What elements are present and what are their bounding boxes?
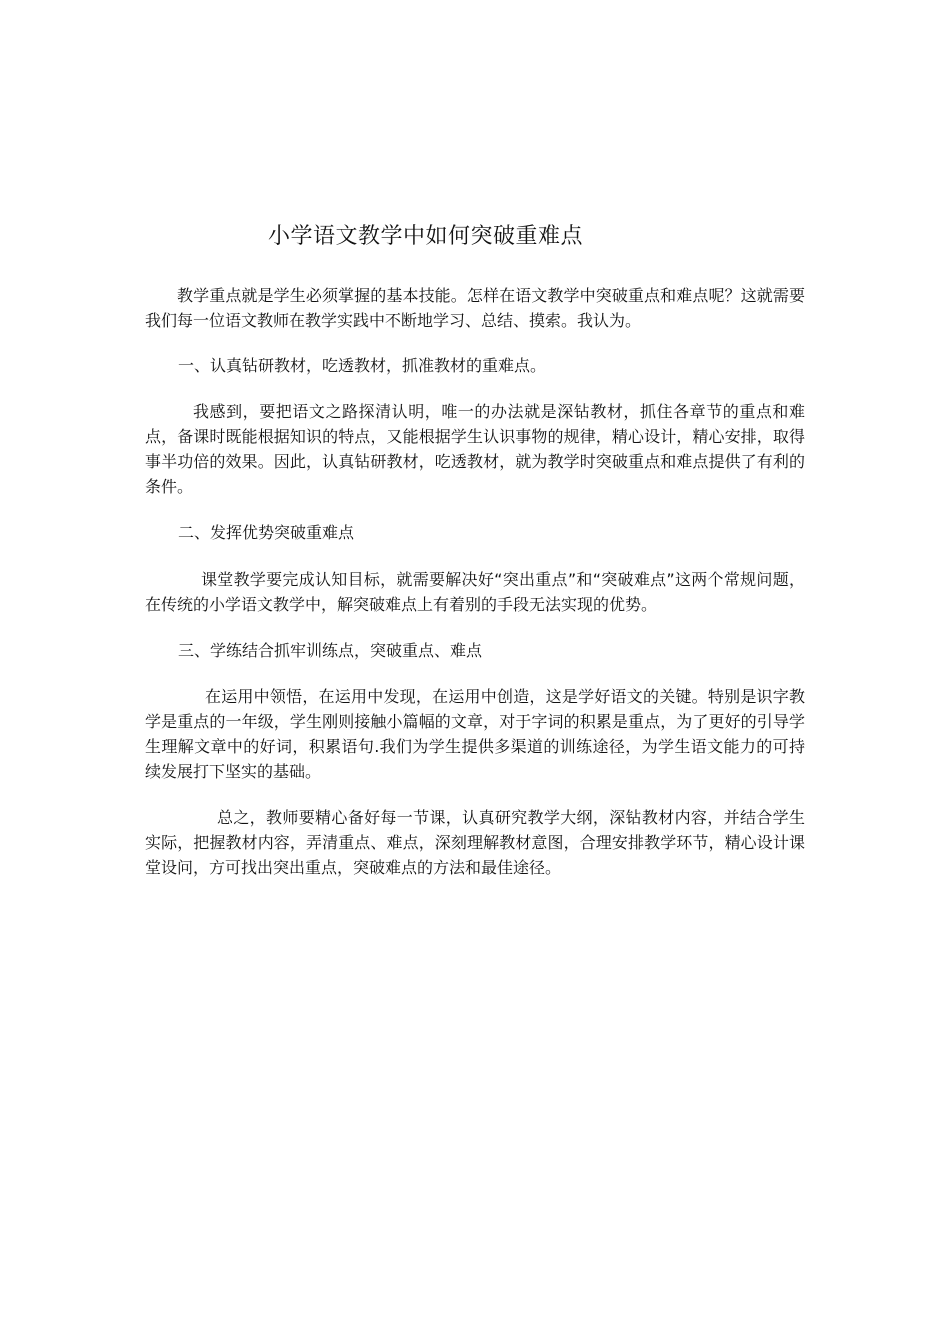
section-1-paragraph: 我感到，要把语文之路探清认明，唯一的办法就是深钻教材，抓住各章节的重点和难点，备课时既能根据知识的特点，又能根据学生认识事物的规律，精心设计，精心安排，取得事半功倍的效果。因此，认真钻研教材，吃透教材，就为教学时突破重点和难点提供了有利的条件。 — [145, 402, 805, 496]
document-title: 小学语文教学中如何突破重难点 — [268, 224, 584, 249]
section-3-paragraph: 在运用中领悟，在运用中发现，在运用中创造，这是学好语文的关键。特别是识字教学是重点的一年级，学生刚则接触小篇幅的文章，对于字词的积累是重点，为了更好的引导学生理解文章中的好词，积累语句.我们为学生提供多渠道的训练途径，为学生语文能力的可持续发展打下坚实的基础。 — [145, 687, 805, 781]
conclusion-paragraph: 总之，教师要精心备好每一节课，认真研究教学大纲，深钻教材内容，并结合学生实际，把握教材内容，弄清重点、难点，深刻理解教材意图，合理安排教学环节，精心设计课堂设问，方可找出突出重点，突破难点的方法和最佳途径。 — [145, 808, 805, 877]
section-3-heading: 三、学练结合抓牢训练点，突破重点、难点 — [178, 641, 483, 660]
intro-paragraph: 教学重点就是学生必须掌握的基本技能。怎样在语文教学中突破重点和难点呢？这就需要我们每一位语文教师在教学实践中不断地学习、总结、摸索。我认为。 — [145, 286, 805, 330]
section-2-paragraph: 课堂教学要完成认知目标，就需要解决好“突出重点”和“突破难点”这两个常规问题，在传统的小学语文教学中，解突破难点上有着别的手段无法实现的优势。 — [145, 570, 805, 614]
section-1-heading: 一、认真钻研教材，吃透教材，抓准教材的重难点。 — [178, 356, 547, 375]
section-2-heading: 二、发挥优势突破重难点 — [178, 523, 355, 542]
